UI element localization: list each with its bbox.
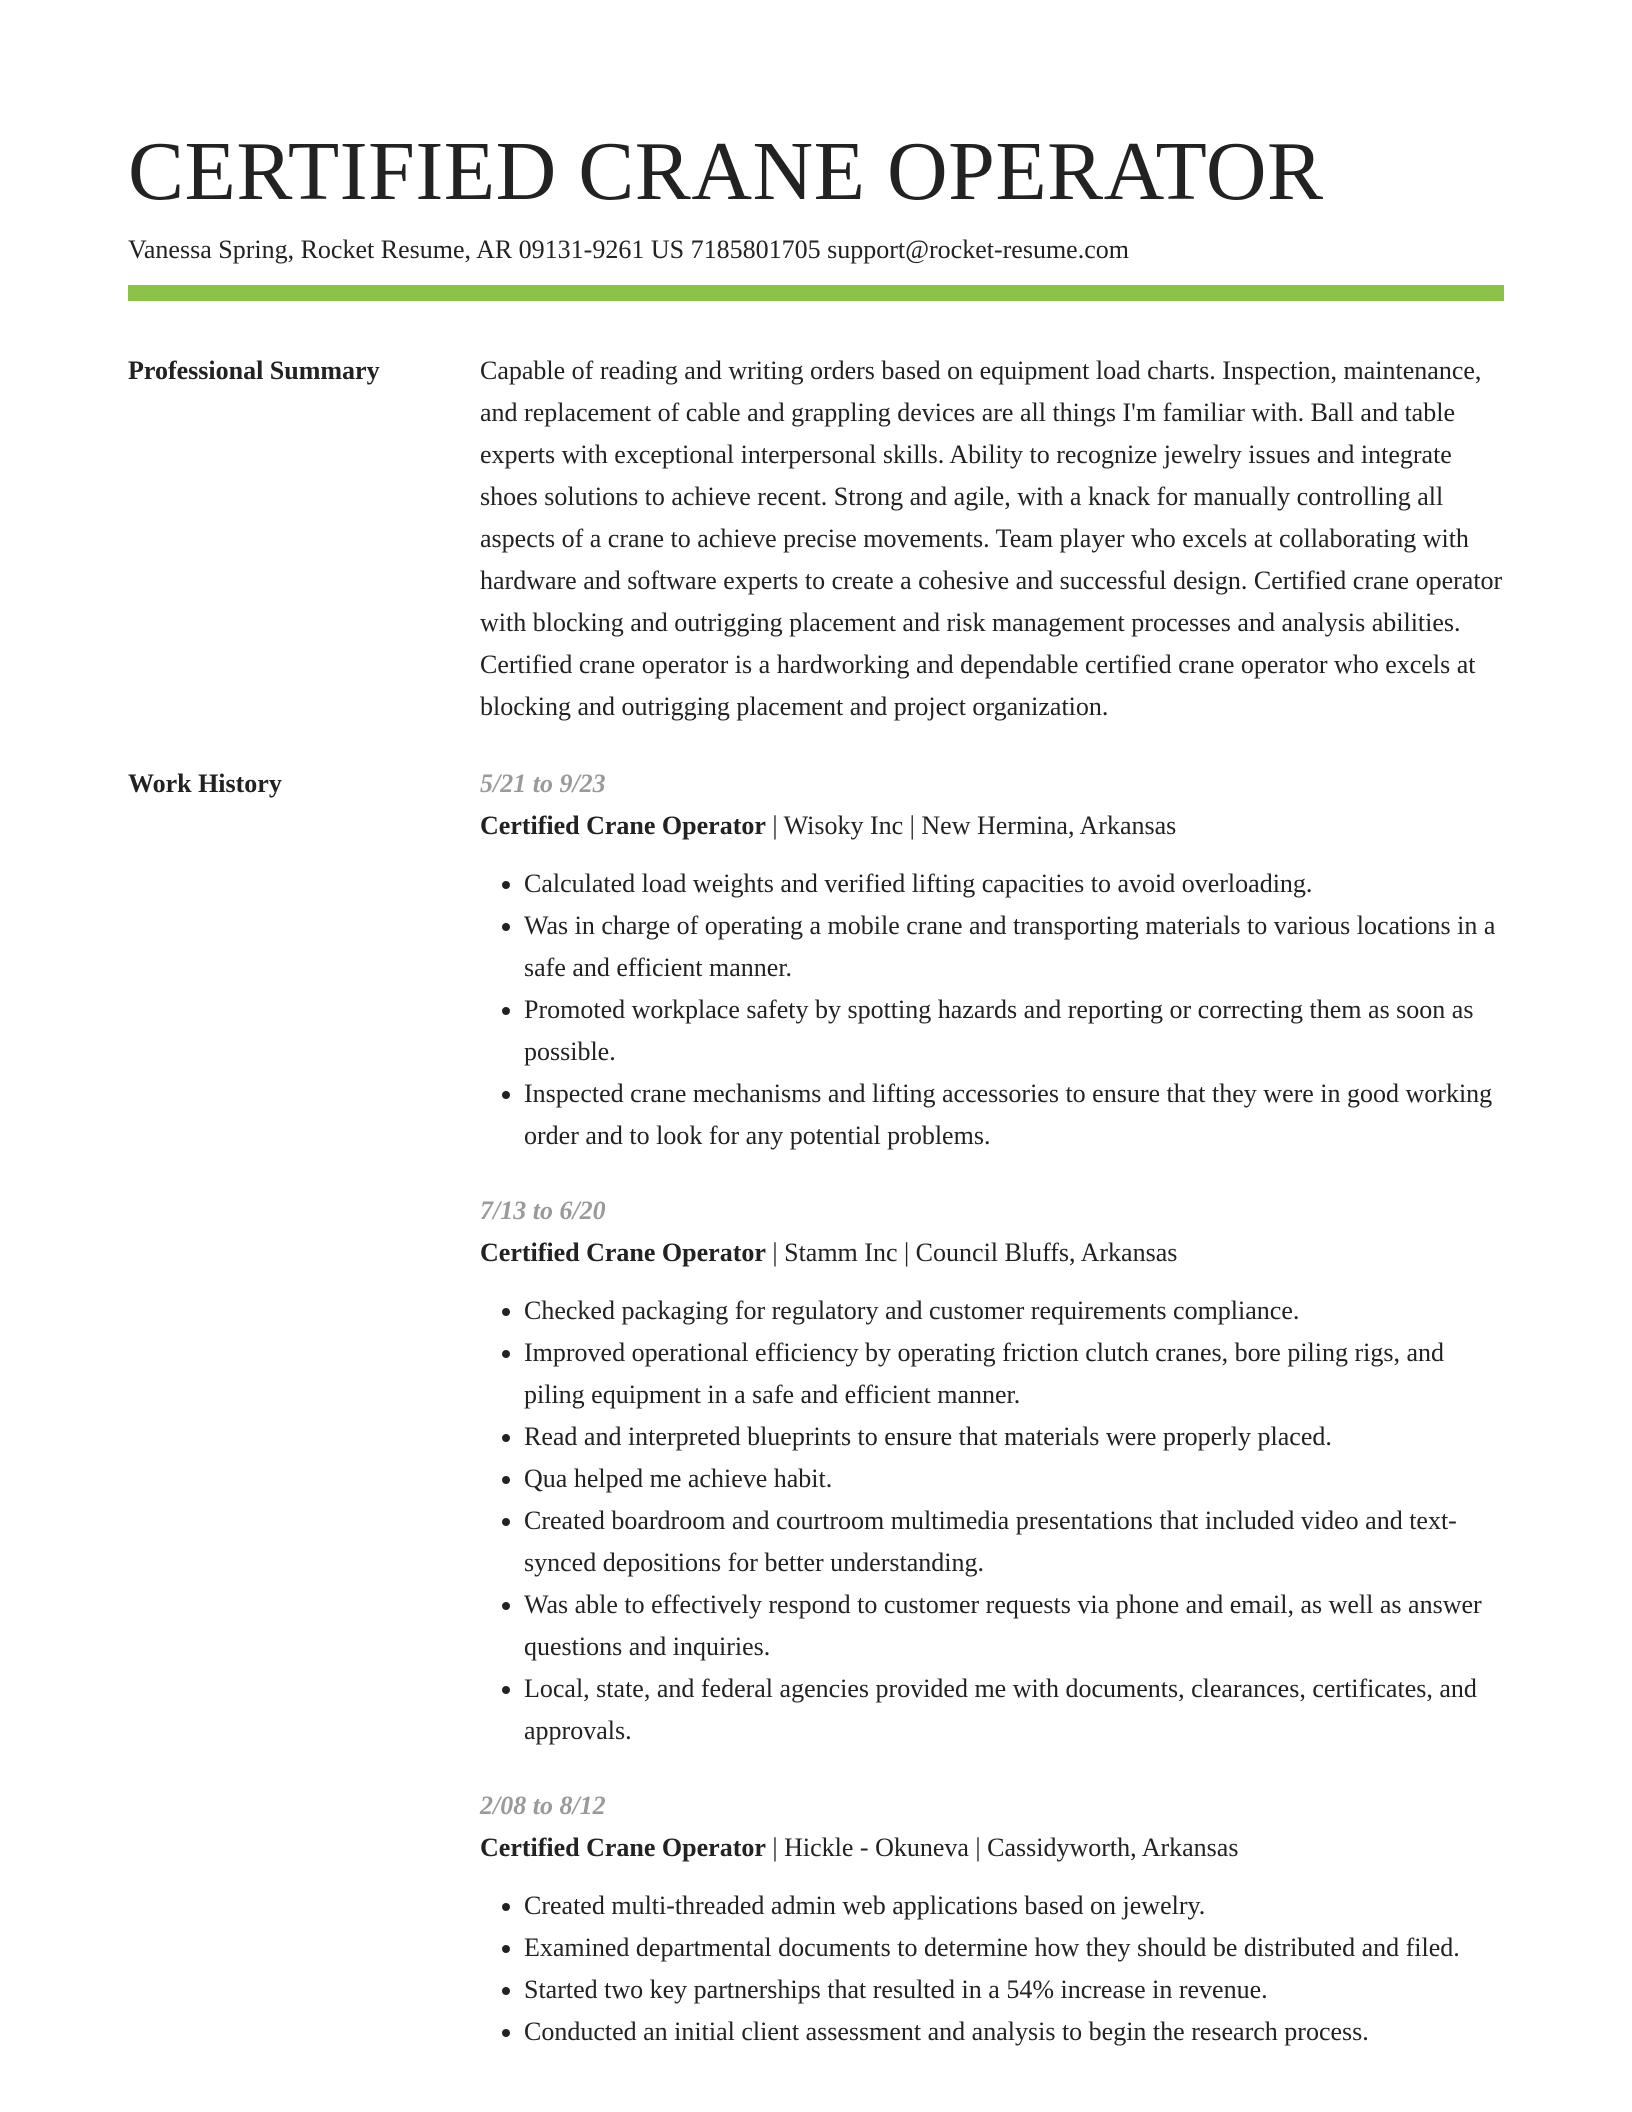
job-entry	[480, 1190, 1504, 1752]
job-bullet: • Created multi-threaded admin web applications based on jewelry.	[524, 1885, 1504, 1927]
job-bullet: • Created boardroom and courtroom multimedia presentations that included video and text-synced depositions for better understanding.	[524, 1500, 1504, 1584]
job-heading	[480, 805, 1504, 847]
job-dates: 7/13 to 6/20	[480, 1196, 606, 1225]
job-bullet: • Examined departmental documents to determine how they should be distributed and filed.	[524, 1927, 1504, 1969]
job-company-location: | Stamm Inc | Council Bluffs, Arkansas	[765, 1238, 1178, 1267]
job-bullet-list	[480, 863, 1504, 1157]
job-bullet: • Checked packaging for regulatory and customer requirements compliance.	[524, 1290, 1504, 1332]
job-title: Certified Crane Operator	[480, 1238, 766, 1267]
job-bullet: • Was able to effectively respond to customer requests via phone and email, as well as answer questions and inquiries.	[524, 1584, 1504, 1668]
job-title: Certified Crane Operator	[480, 811, 766, 840]
job-heading	[480, 1232, 1504, 1274]
job-dates: 2/08 to 8/12	[480, 1791, 606, 1820]
job-bullet-list	[480, 1290, 1504, 1752]
summary-text: Capable of reading and writing orders based on equipment load charts. Inspection, maintenance, and replacement of cable and grappling devices are all things I'm familiar with. Ball and table experts with exceptional interpersonal skills. Ability to recognize jewelry issues and integrate shoes solutions to achieve recent. Strong and agile, with a knack for manually controlling all aspects of a crane to achieve precise movements. Team player who excels at collaborating with hardware and software experts to create a cohesive and successful design. Certified crane operator with blocking and outrigging placement and risk management processes and analysis abilities. Certified crane operator is a hardworking and dependable certified crane operator who excels at blocking and outrigging placement and project organization.	[480, 356, 1503, 721]
job-entry	[480, 763, 1504, 1157]
job-bullet: • Inspected crane mechanisms and lifting accessories to ensure that they were in good working order and to look for any potential problems.	[524, 1073, 1504, 1157]
job-list	[480, 763, 1504, 2053]
job-company-location: | Hickle - Okuneva | Cassidyworth, Arkansas	[765, 1833, 1239, 1862]
job-bullet: • Read and interpreted blueprints to ensure that materials were properly placed.	[524, 1416, 1504, 1458]
job-title: Certified Crane Operator	[480, 1833, 766, 1862]
job-entry	[480, 1785, 1504, 2053]
job-heading	[480, 1827, 1504, 1869]
resume-title: CERTIFIED CRANE OPERATOR	[128, 125, 1324, 218]
job-company-location: | Wisoky Inc | New Hermina, Arkansas	[765, 811, 1177, 840]
job-bullet: • Conducted an initial client assessment and analysis to begin the research process.	[524, 2011, 1504, 2053]
job-bullet: • Was in charge of operating a mobile crane and transporting materials to various locations in a safe and efficient manner.	[524, 905, 1504, 989]
accent-divider	[128, 285, 1504, 301]
job-bullet-list	[480, 1885, 1504, 2053]
contact-info: Vanessa Spring, Rocket Resume, AR 09131-9261 US 7185801705 support@rocket-resume.com	[128, 235, 1129, 264]
job-bullet: • Calculated load weights and verified lifting capacities to avoid overloading.	[524, 863, 1504, 905]
professional-summary-section	[128, 350, 1504, 728]
job-bullet: • Started two key partnerships that resulted in a 54% increase in revenue.	[524, 1969, 1504, 2011]
work-history-section	[128, 763, 1504, 2053]
resume-page	[128, 118, 1504, 2053]
section-label-work-history: Work History	[128, 769, 282, 798]
job-dates: 5/21 to 9/23	[480, 769, 606, 798]
job-bullet: • Promoted workplace safety by spotting hazards and reporting or correcting them as soon as possible.	[524, 989, 1504, 1073]
job-bullet: • Improved operational efficiency by operating friction clutch cranes, bore piling rigs, and piling equipment in a safe and efficient manner.	[524, 1332, 1504, 1416]
section-label-professional-summary: Professional Summary	[128, 356, 380, 385]
job-bullet: • Qua helped me achieve habit.	[524, 1458, 1504, 1500]
job-bullet: • Local, state, and federal agencies provided me with documents, clearances, certificates, and approvals.	[524, 1668, 1504, 1752]
